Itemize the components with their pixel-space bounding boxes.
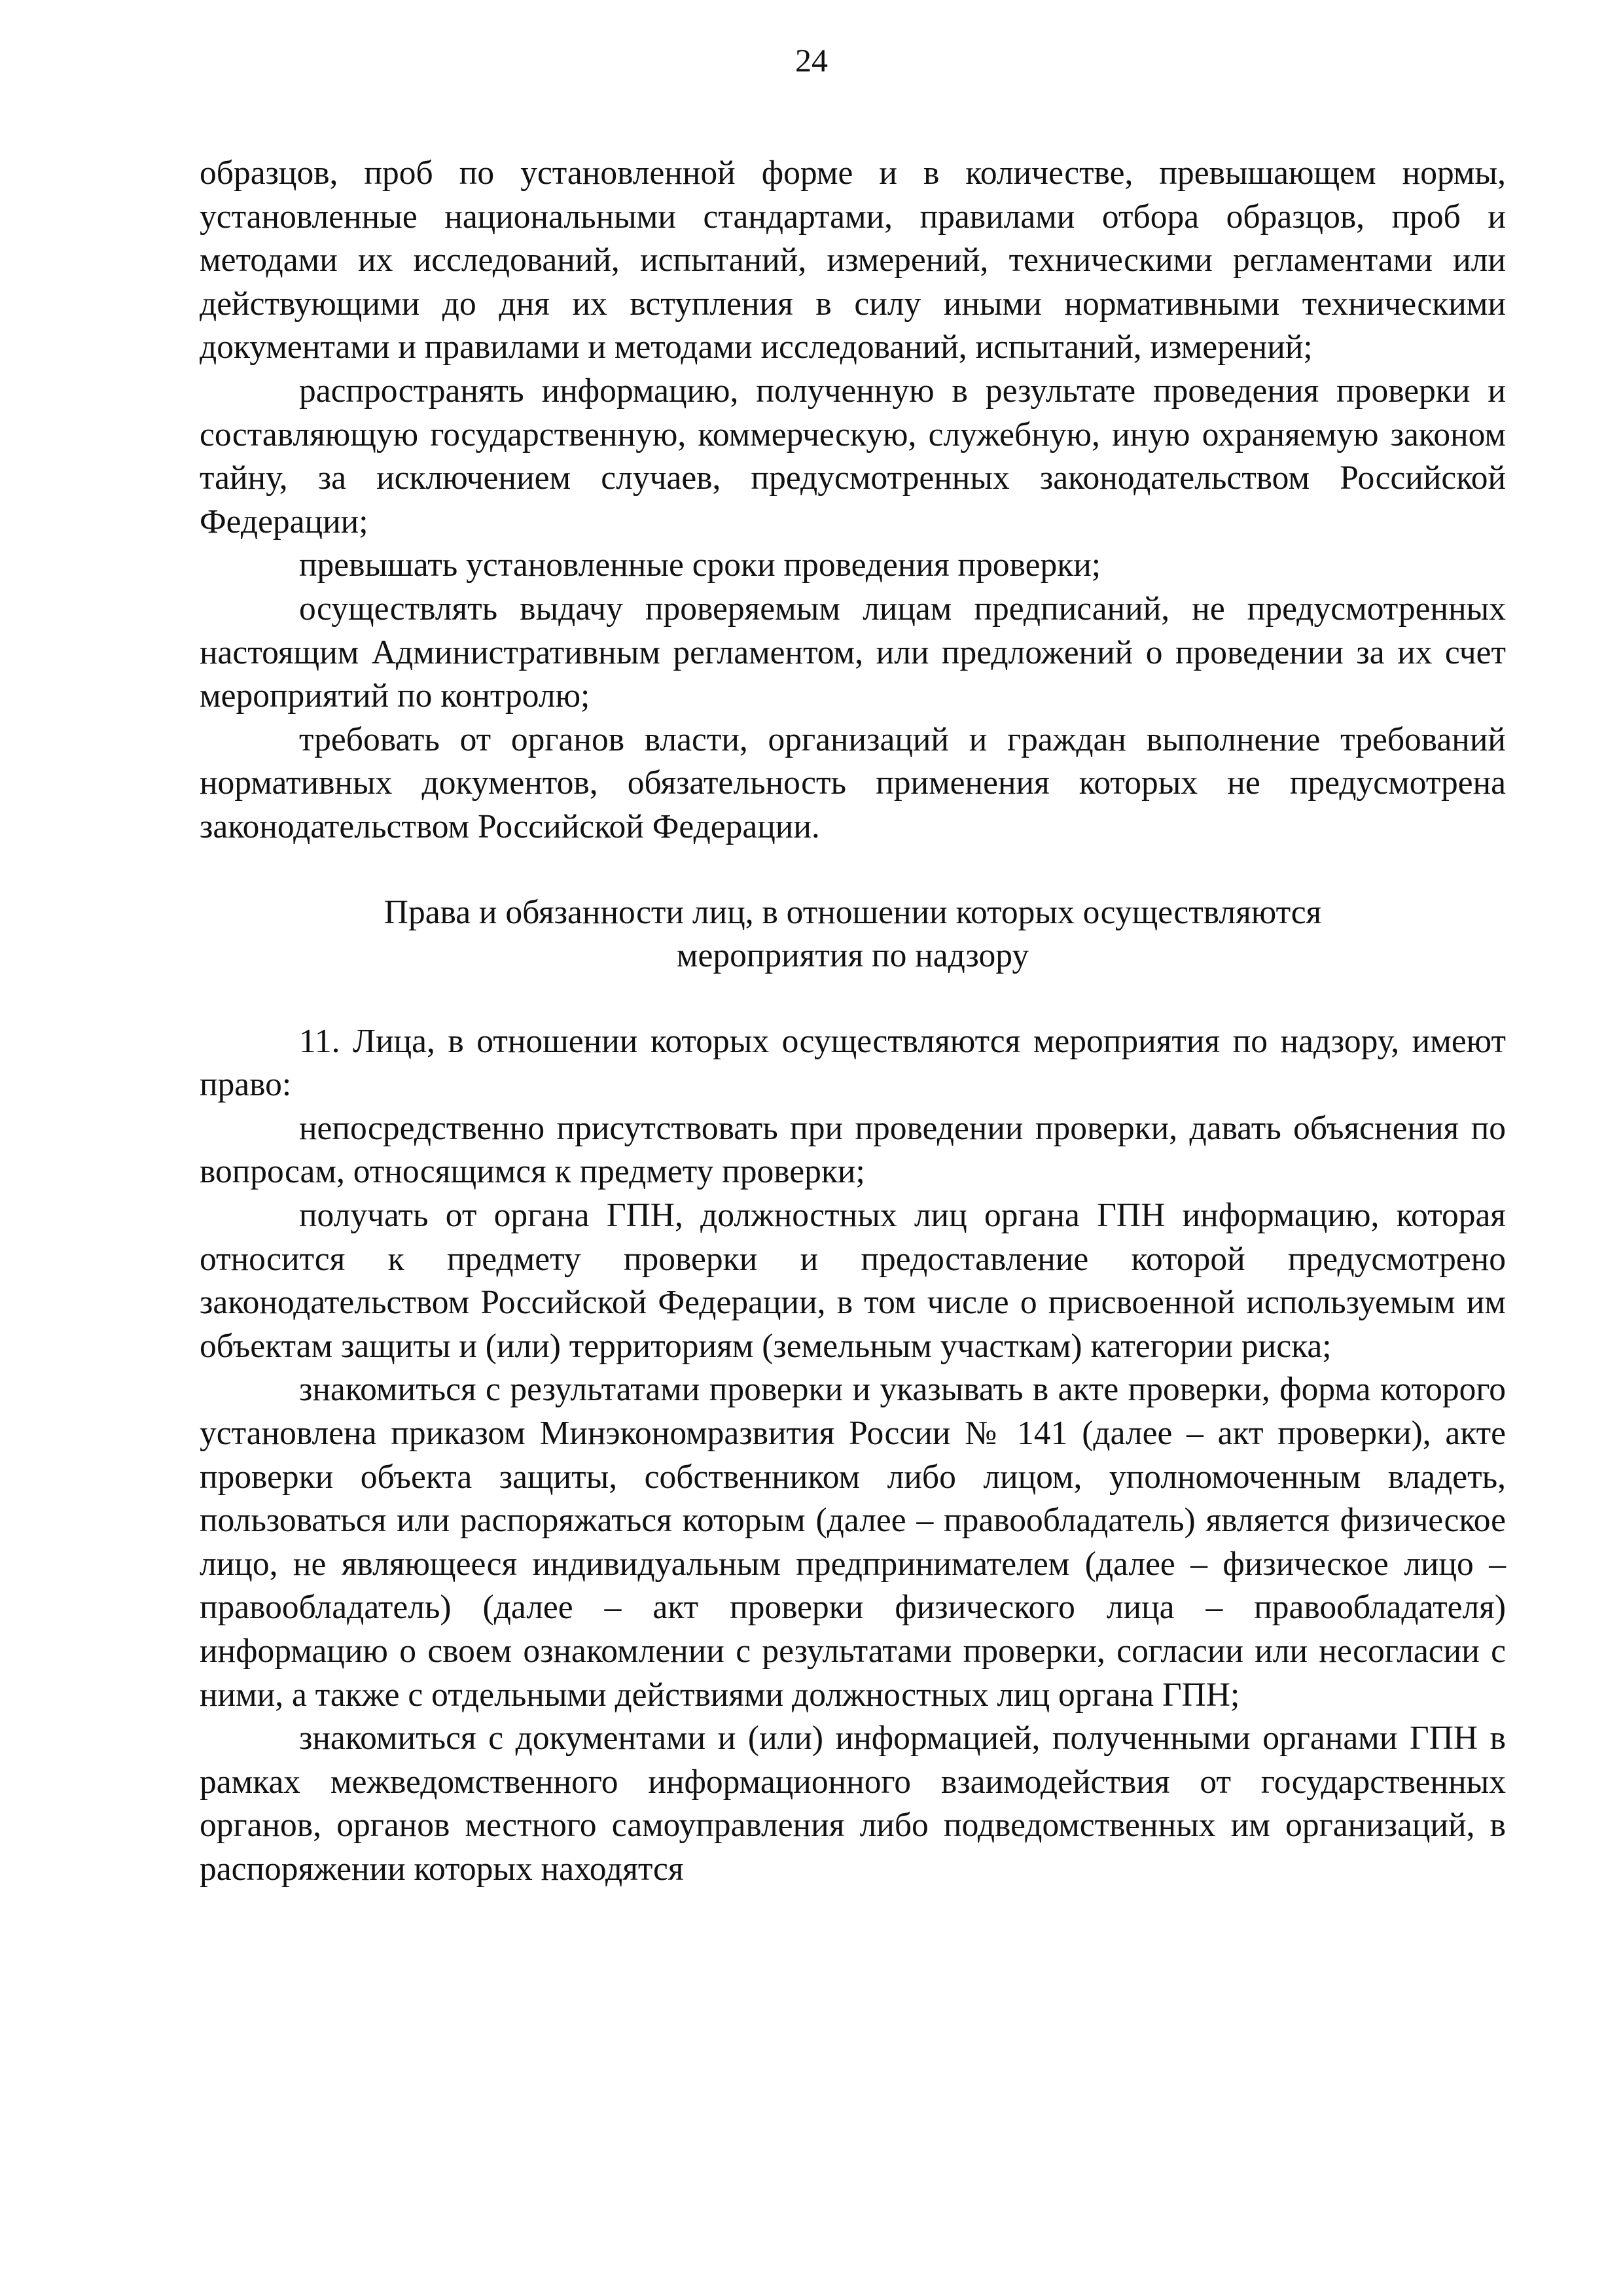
paragraph-right-attend: непосредственно присутствовать при проведении проверки, давать объяснения по вопросам, относящимся к предмету проверки; — [200, 1109, 1506, 1191]
paragraph-requirements-prohibition: требовать от органов власти, организаций и граждан выполнение требований нормативных документов, обязательность применения которых не предусмотрена законодательством Российской Федерации. — [200, 720, 1506, 845]
paragraph-right-results: знакомиться с результатами проверки и указывать в акте проверки, форма которого установлена приказом Минэкономразвития России № 141 (далее – акт проверки), акте проверки объекта защиты, собственником либо лицом, уполномоченным владеть, пользоваться или распоряжаться которым (далее – правообладатель) является физическое лицо, не являющееся индивидуальным предпринимателем (далее – физическое лицо – правообладатель) (далее – акт проверки физического лица – правообладателя) информацию о своем ознакомлении с результатами проверки, согласии или несогласии с ними, а также с отдельными действиями должностных лиц органа ГПН; — [200, 1371, 1506, 1714]
section-title: Права и обязанности лиц, в отношении которых осуществляются мероприятия по надзору — [383, 893, 1322, 975]
paragraph-disclosure-prohibition: распространять информацию, полученную в результате проведения проверки и составляющую государственную, коммерческую, служебную, иную охраняемую законом тайну, за исключением случаев, предусмотренных законодательством Российской Федерации; — [200, 372, 1506, 540]
paragraph-continuation: образцов, проб по установленной форме и в количестве, превышающем нормы, установленные национальными стандартами, правилами отбора образцов, проб и методами их исследований, испытаний, измерений, техническими регламентами или действующими до дня их вступления в силу иными нормативными техническими документами и правилами и методами исследований, испытаний, измерений; — [200, 154, 1506, 366]
paragraph-right-information: получать от органа ГПН, должностных лиц органа ГПН информацию, которая относится к предмету проверки и предоставление которой предусмотрено законодательством Российской Федерации, в том числе о присвоенной используемым им объектам защиты и (или) территориям (земельным участкам) категории риска; — [200, 1197, 1506, 1365]
paragraph-deadline-prohibition: превышать установленные сроки проведения проверки; — [299, 546, 1101, 584]
document-body — [200, 152, 1506, 1892]
paragraph-right-documents: знакомиться с документами и (или) информацией, полученными органами ГПН в рамках межведомственного информационного взаимодействия от государственных органов, органов местного самоуправления либо подведомственных им организаций, в распоряжении которых находятся — [200, 1720, 1506, 1888]
page-number: 24 — [795, 42, 828, 79]
paragraph-item-11: 11. Лица, в отношении которых осуществляются мероприятия по надзору, имеют право: — [200, 1022, 1506, 1104]
paragraph-orders-prohibition: осуществлять выдачу проверяемым лицам предписаний, не предусмотренных настоящим Административным регламентом, или предложений о проведении за их счет мероприятий по контролю; — [200, 590, 1506, 715]
